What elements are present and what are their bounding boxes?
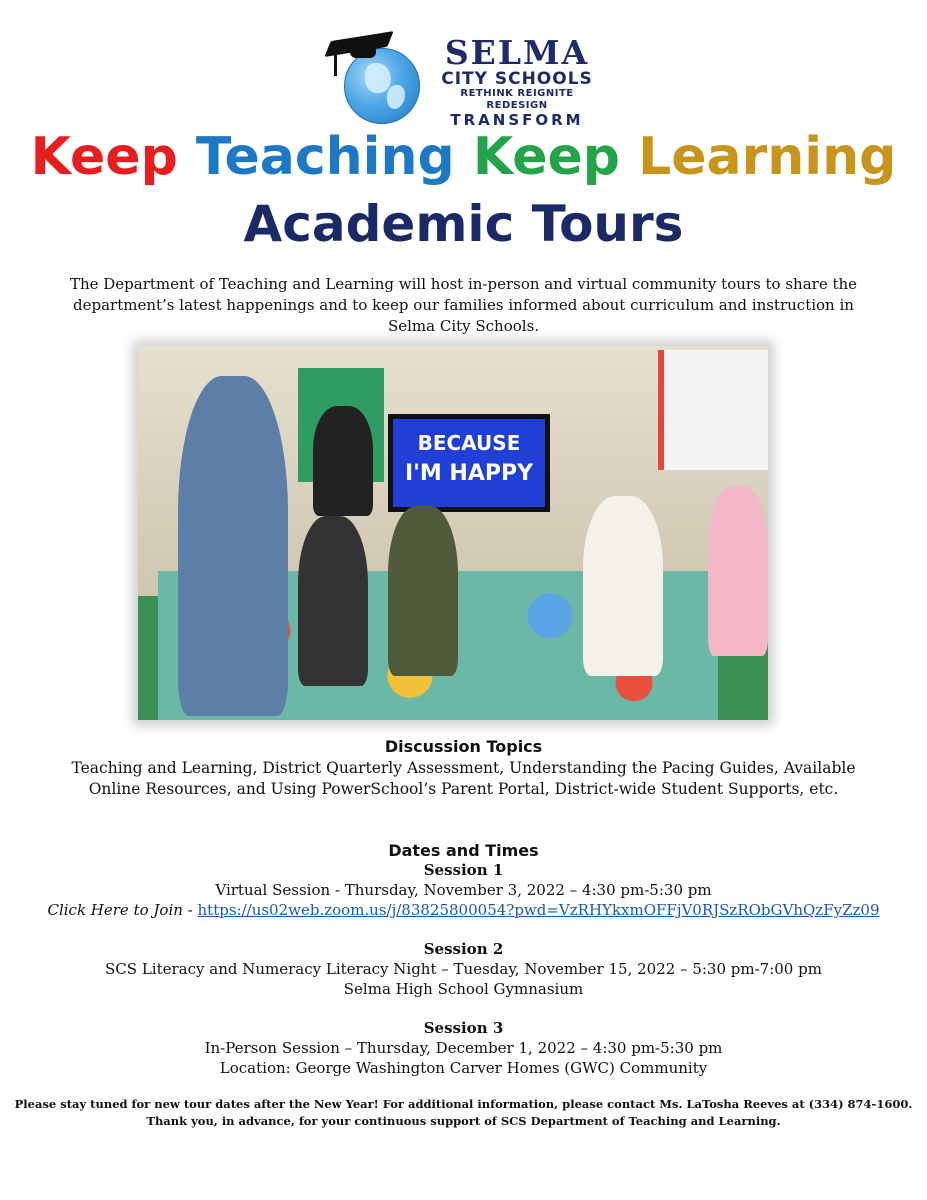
globe-icon	[344, 48, 420, 124]
selma-city-schools-logo	[330, 30, 600, 129]
page-subtitle: Academic Tours	[243, 195, 684, 253]
logo-text	[432, 33, 602, 129]
footer-note	[0, 1096, 927, 1130]
child-figure	[708, 486, 768, 656]
zoom-link[interactable]: https://us02web.zoom.us/j/83825800054?pwd=VzRHYkxmOFFjV0RJSzRObGVhQzFyZz09	[197, 901, 880, 919]
session-3-location: Location: George Washington Carver Homes (GWC) Community	[219, 1059, 708, 1077]
session-2-title: Session 2	[423, 940, 504, 958]
child-figure	[583, 496, 663, 676]
session-3-title: Session 3	[423, 1019, 504, 1037]
discussion-text: Teaching and Learning, District Quarterly Assessment, Understanding the Pacing Guides, Available Online Resources, and Using PowerSchool’s Parent Portal, District-wide Student Supports, etc.	[71, 759, 856, 798]
footer-line-1: Please stay tuned for new tour dates after the New Year! For additional information, please contact Ms. LaTosha Reeves at (334) 874-1600.	[14, 1097, 913, 1111]
join-separator: -	[182, 901, 198, 919]
dates-heading: Dates and Times	[388, 841, 539, 860]
logo-line-3: RETHINK REIGNITE REDESIGN	[460, 88, 574, 111]
tv-text-line-2: I'M HAPPY	[404, 461, 534, 486]
title-word-teaching: Teaching	[195, 127, 455, 187]
logo-line-2: CITY SCHOOLS	[441, 69, 593, 89]
teacher-figure-2	[313, 406, 373, 516]
session-1-details: Virtual Session - Thursday, November 3, 2022 – 4:30 pm-5:30 pm	[215, 881, 712, 899]
classroom-photo	[138, 346, 768, 720]
whiteboard	[658, 350, 768, 470]
title-word-keep-2: Keep	[472, 127, 620, 187]
classroom-tv	[388, 414, 550, 512]
logo-line-4: TRANSFORM	[450, 111, 584, 129]
join-label: Click Here to Join	[47, 901, 183, 919]
intro-paragraph: The Department of Teaching and Learning will host in-person and virtual community tours to share the department’s latest happenings and to keep our families informed about curriculum and instruction in Selma City Schools.	[69, 275, 858, 335]
logo-line-1: SELMA	[444, 33, 590, 72]
title-word-learning: Learning	[638, 127, 897, 187]
session-1-title: Session 1	[423, 861, 504, 879]
child-figure	[388, 506, 458, 676]
session-2-location: Selma High School Gymnasium	[343, 980, 584, 998]
session-1-join	[0, 900, 927, 920]
footer-line-2: Thank you, in advance, for your continuous support of SCS Department of Teaching and Learning.	[146, 1114, 781, 1128]
discussion-section	[0, 737, 927, 800]
dates-section	[0, 841, 927, 1078]
page-title	[0, 126, 927, 188]
discussion-heading: Discussion Topics	[384, 737, 543, 756]
session-2-details: SCS Literacy and Numeracy Literacy Night – Tuesday, November 15, 2022 – 5:30 pm-7:00 pm	[105, 960, 822, 978]
child-figure	[298, 516, 368, 686]
session-3-details: In-Person Session – Thursday, December 1, 2022 – 4:30 pm-5:30 pm	[204, 1039, 723, 1057]
teacher-figure	[178, 376, 288, 716]
title-word-keep-1: Keep	[30, 127, 178, 187]
tv-text-line-1: BECAUSE	[417, 431, 521, 455]
